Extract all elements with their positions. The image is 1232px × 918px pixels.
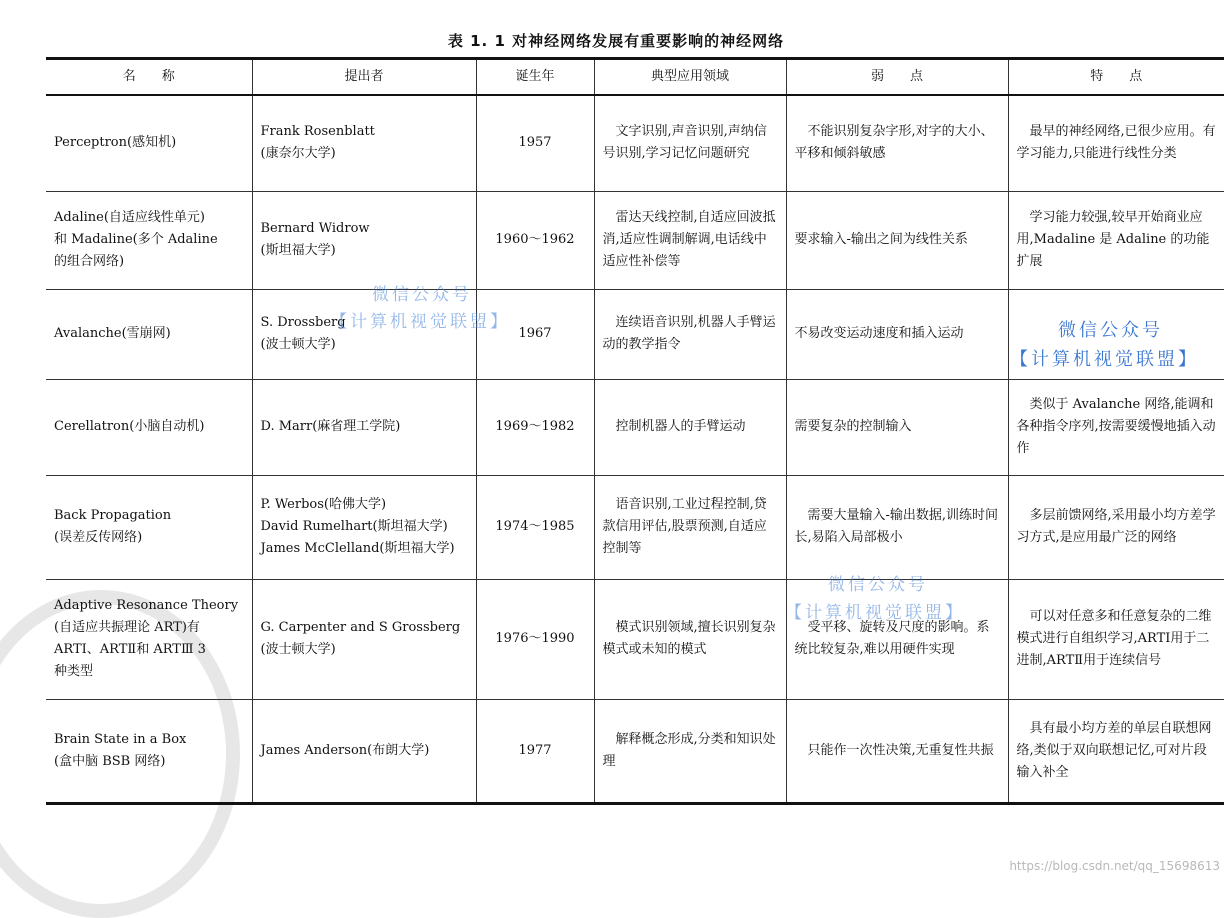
table-row [46, 699, 1224, 803]
cell-proposer: Frank Rosenblatt (康奈尔大学) [252, 95, 476, 191]
cell-proposer: James Anderson(布朗大学) [252, 699, 476, 803]
watermark-line2: 【计算机视觉联盟】 [330, 312, 510, 332]
cell-application: 雷达天线控制,自适应回波抵消,适应性调制解调,电话线中适应性补偿等 [594, 191, 786, 289]
cell-application: 文字识别,声音识别,声纳信号识别,学习记忆问题研究 [594, 95, 786, 191]
watermark-line1: 微信公众号 [1058, 320, 1163, 341]
table-row [46, 95, 1224, 191]
cell-feature [1008, 289, 1224, 379]
table-row [46, 475, 1224, 579]
cell-name: Cerellatron(小脑自动机) [46, 379, 252, 475]
header-proposer: 提出者 [252, 59, 476, 96]
cell-weakness: 要求输入-输出之间为线性关系 [786, 191, 1008, 289]
header-row [46, 59, 1224, 96]
cell-application: 控制机器人的手臂运动 [594, 379, 786, 475]
cell-weakness: 只能作一次性决策,无重复性共振 [786, 699, 1008, 803]
cell-year: 1967 [476, 289, 594, 379]
cell-feature: 具有最小均方差的单层自联想网络,类似于双向联想记忆,可对片段输入补全 [1008, 699, 1224, 803]
cell-feature: 类似于 Avalanche 网络,能调和各种指令序列,按需要缓慢地插入动作 [1008, 379, 1224, 475]
watermark-line2: 【计算机视觉联盟】 [1010, 349, 1199, 370]
cell-name: Adaptive Resonance Theory (自适应共振理论 ART)有 ARTⅠ、ARTⅡ和 ARTⅢ 3 种类型 [46, 579, 252, 699]
table-row [46, 289, 1224, 379]
header-feature: 特 点 [1008, 59, 1224, 96]
cell-feature: 最早的神经网络,已很少应用。有学习能力,只能进行线性分类 [1008, 95, 1224, 191]
cell-name: Adaline(自适应线性单元) 和 Madaline(多个 Adaline 的组合网络) [46, 191, 252, 289]
cell-proposer: P. Werbos(哈佛大学) David Rumelhart(斯坦福大学) James McClelland(斯坦福大学) [252, 475, 476, 579]
header-year: 诞生年 [476, 59, 594, 96]
cell-name: Avalanche(雪崩网) [46, 289, 252, 379]
cell-weakness: 需要大量输入-输出数据,训练时间长,易陷入局部极小 [786, 475, 1008, 579]
cell-weakness: 受平移、旋转及尺度的影响。系统比较复杂,难以用硬件实现 [786, 579, 1008, 699]
cell-application: 解释概念形成,分类和知识处理 [594, 699, 786, 803]
cell-year: 1957 [476, 95, 594, 191]
source-url: https://blog.csdn.net/qq_15698613 [1009, 859, 1220, 873]
cell-year: 1969～1982 [476, 379, 594, 475]
header-name: 名 称 [46, 59, 252, 96]
table-row [46, 579, 1224, 699]
watermark-line2: 【计算机视觉联盟】 [785, 603, 965, 623]
cell-weakness: 不能识别复杂字形,对字的大小、平移和倾斜敏感 [786, 95, 1008, 191]
cell-year: 1977 [476, 699, 594, 803]
cell-proposer: S. Drossberg (波士顿大学) [252, 289, 476, 379]
cell-year: 1974～1985 [476, 475, 594, 579]
cell-feature: 可以对任意多和任意复杂的二维模式进行自组织学习,ARTⅠ用于二进制,ARTⅡ用于连续信号 [1008, 579, 1224, 699]
cell-weakness: 不易改变运动速度和插入运动 [786, 289, 1008, 379]
cell-year: 1976～1990 [476, 579, 594, 699]
cell-name: Brain State in a Box (盒中脑 BSB 网络) [46, 699, 252, 803]
cell-proposer: D. Marr(麻省理工学院) [252, 379, 476, 475]
cell-name: Perceptron(感知机) [46, 95, 252, 191]
watermark-line1: 微信公众号 [372, 285, 472, 305]
header-application: 典型应用领域 [594, 59, 786, 96]
cell-application: 语音识别,工业过程控制,贷款信用评估,股票预测,自适应控制等 [594, 475, 786, 579]
cell-application: 连续语音识别,机器人手臂运动的教学指令 [594, 289, 786, 379]
cell-feature: 多层前馈网络,采用最小均方差学习方式,是应用最广泛的网络 [1008, 475, 1224, 579]
watermark-line1: 微信公众号 [828, 575, 928, 595]
cell-proposer: G. Carpenter and S Grossberg (波士顿大学) [252, 579, 476, 699]
table-caption: 表 1. 1 对神经网络发展有重要影响的神经网络 [447, 32, 785, 50]
cell-proposer: Bernard Widrow (斯坦福大学) [252, 191, 476, 289]
table-row [46, 379, 1224, 475]
cell-name: Back Propagation (误差反传网络) [46, 475, 252, 579]
cell-application: 模式识别领域,擅长识别复杂模式或未知的模式 [594, 579, 786, 699]
table-row [46, 191, 1224, 289]
cell-year: 1960～1962 [476, 191, 594, 289]
cell-weakness: 需要复杂的控制输入 [786, 379, 1008, 475]
cell-feature: 学习能力较强,较早开始商业应用,Madaline 是 Adaline 的功能扩展 [1008, 191, 1224, 289]
neural-network-table [46, 57, 1224, 805]
header-weakness: 弱 点 [786, 59, 1008, 96]
